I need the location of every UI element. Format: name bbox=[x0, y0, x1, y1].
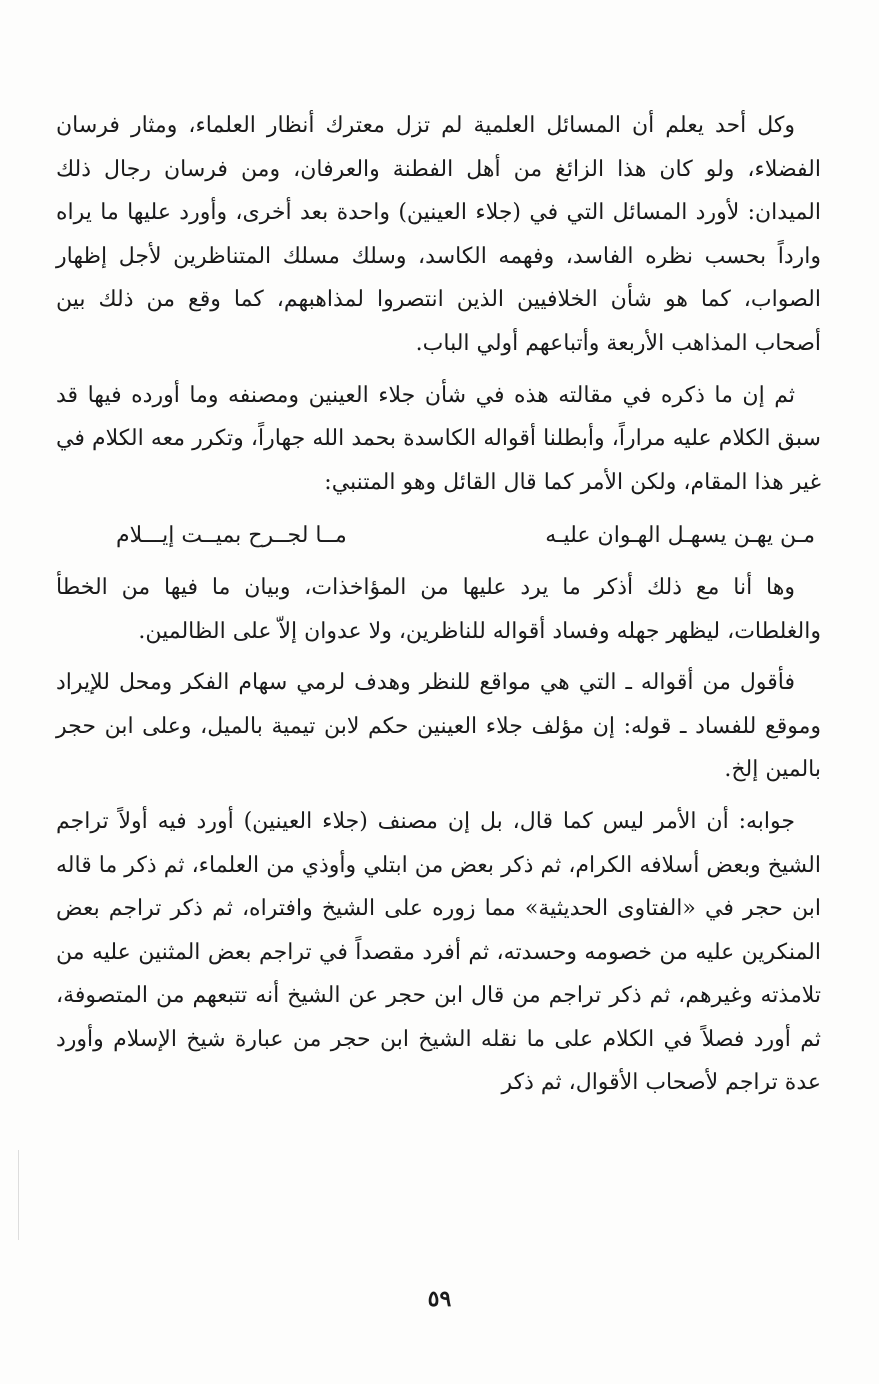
paragraph-4: فأقول من أقواله ـ التي هي مواقع للنظر وهدف لرمي سهام الفكر ومحل للإيراد وموقع للفساد ـ قوله: إن مؤلف جلاء العينين حكم لابن تيمية بالميل، وعلى ابن حجر بالمين إلخ. bbox=[56, 670, 821, 783]
verse-second-hemistich: مــا لجــرح بميــت إيـــلام bbox=[116, 523, 347, 549]
verse-first-hemistich: مـن يهـن يسهـل الهـوان عليـه bbox=[545, 523, 815, 549]
paragraph-2: ثم إن ما ذكره في مقالته هذه في شأن جلاء العينين ومصنفه وما أورده فيها قد سبق الكلام عليه مراراً، وأبطلنا أقواله الكاسدة بحمد الله جهاراً، وتكرر معه الكلام في غير هذا المقام، ولكن الأمر كما قال القائل وهو المتنبي: bbox=[56, 382, 821, 495]
scan-edge-mark bbox=[18, 1150, 19, 1240]
poem-verse bbox=[56, 514, 821, 558]
page-body bbox=[56, 104, 821, 1105]
paragraph-1: وكل أحد يعلم أن المسائل العلمية لم تزل معترك أنظار العلماء، ومثار فرسان الفضلاء، ولو كان هذا الزائغ من أهل الفطنة والعرفان، ومن فرسان رجال ذلك الميدان: لأورد المسائل التي في (جلاء العينين) واحدة بعد أخرى، وأورد عليها ما يراه وارداً بحسب نظره الفاسد، وفهمه الكاسد، وسلك مسلك المتناظرين لأجل إظهار الصواب، كما هو شأن الخلافيين الذين انتصروا لمذاهبهم، كما وقع من ذلك بين أصحاب المذاهب الأربعة وأتباعهم أولي الباب. bbox=[56, 113, 821, 356]
page-number: ٥٩ bbox=[427, 1286, 452, 1312]
paragraph-5: جوابه: أن الأمر ليس كما قال، بل إن مصنف (جلاء العينين) أورد فيه أولاً تراجم الشيخ وبعض أسلافه الكرام، ثم ذكر بعض من ابتلي وأوذي من العلماء، ثم ذكر ما قاله ابن حجر في «الفتاوى الحديثية» مما زوره على الشيخ وافتراه، ثم ذكر تراجم بعض المنكرين عليه من خصومه وحسدته، ثم أفرد مقصداً في تراجم بعض المثنين عليه من تلامذته وغيرهم، ثم ذكر تراجم من قال ابن حجر عن الشيخ أنه تتبعهم من المتصوفة، ثم أورد فصلاً في الكلام على ما نقله الشيخ ابن حجر من عبارة شيخ الإسلام وأورد عدة تراجم لأصحاب الأقوال، ثم ذكر bbox=[56, 808, 821, 1096]
paragraph-3: وها أنا مع ذلك أذكر ما يرد عليها من المؤاخذات، وبيان ما فيها من الخطأ والغلطات، ليظهر جهله وفساد أقواله للناظرين، ولا عدوان إلاّ على الظالمين. bbox=[56, 574, 821, 644]
